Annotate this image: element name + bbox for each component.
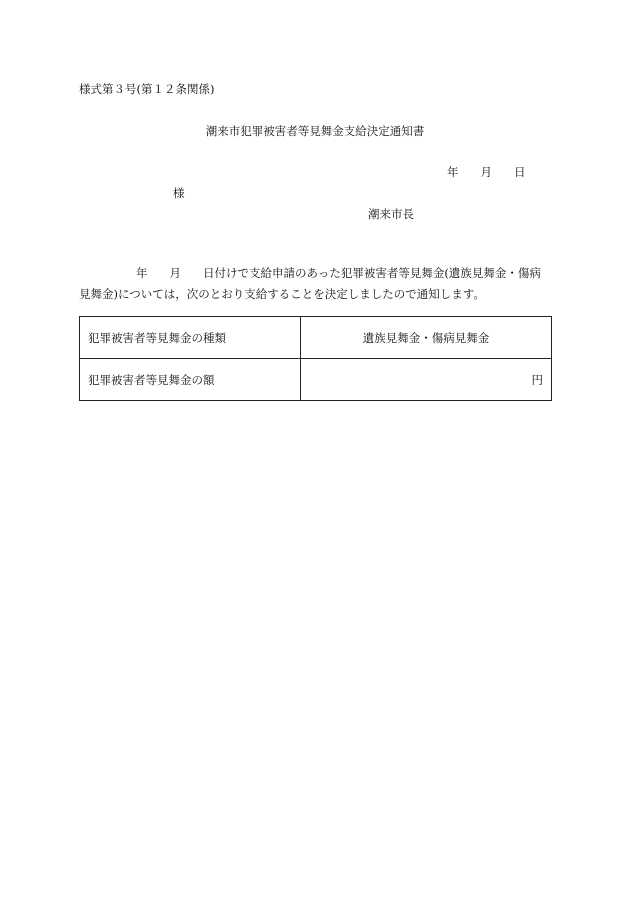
notice-body-line-1: [79, 263, 559, 284]
document-title: 潮来市犯罪被害者等見舞金支給決定通知書: [205, 124, 425, 138]
notice-body: [79, 263, 559, 305]
table-row: [80, 317, 552, 359]
body-line1-text: 日付けで支給申請のあった犯罪被害者等見舞金(遺族見舞金・傷病: [203, 266, 541, 280]
table-cell-type-value: 遺族見舞金・傷病見舞金: [301, 317, 552, 359]
recipient-honorific: 様: [173, 186, 185, 200]
payment-details-table: [79, 316, 552, 401]
form-number-label: 様式第３号(第１２条関係): [79, 82, 215, 96]
table-cell-amount-value: 円: [301, 359, 552, 401]
date-year-label: 年: [447, 165, 459, 179]
issuer-name: 潮来市長: [368, 207, 414, 221]
notice-body-line-2: 見舞金)については，次のとおり支給することを決定しましたので通知します。: [79, 287, 485, 301]
date-line: [447, 164, 526, 180]
date-month-label: 月: [480, 165, 492, 179]
table-cell-type-label: 犯罪被害者等見舞金の種類: [80, 317, 301, 359]
body-month-label: 月: [169, 266, 181, 280]
table-row: [80, 359, 552, 401]
body-year-label: 年: [136, 266, 148, 280]
date-day-label: 日: [514, 165, 526, 179]
table-cell-amount-label: 犯罪被害者等見舞金の額: [80, 359, 301, 401]
